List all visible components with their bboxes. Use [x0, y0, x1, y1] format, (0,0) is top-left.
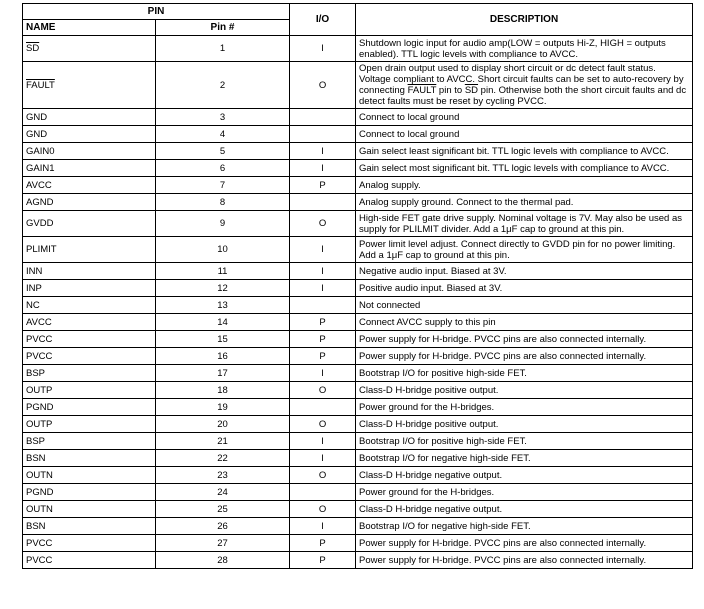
table-row: [23, 211, 693, 237]
pin-name-cell: $\overline{SD}$: [23, 36, 156, 62]
pin-number-cell: 3: [156, 109, 290, 126]
pin-name-cell: GAIN1: [23, 160, 156, 177]
pin-number-cell: 22: [156, 450, 290, 467]
table-row: [23, 237, 693, 263]
pin-number-cell: 18: [156, 382, 290, 399]
pin-name-cell: BSP: [23, 365, 156, 382]
pin-number-cell: 20: [156, 416, 290, 433]
pin-io-cell: [290, 484, 356, 501]
pin-name-cell: BSN: [23, 450, 156, 467]
table-row: [23, 433, 693, 450]
pin-name-cell: PVCC: [23, 552, 156, 569]
pin-io-cell: I: [290, 365, 356, 382]
pin-name-cell: GND: [23, 109, 156, 126]
pin-number-cell: 23: [156, 467, 290, 484]
pin-name-cell: BSP: [23, 433, 156, 450]
pin-description-cell: Power ground for the H-bridges.: [356, 399, 693, 416]
pin-number-cell: 4: [156, 126, 290, 143]
pin-description-cell: Shutdown logic input for audio amp(LOW = outputs Hi-Z, HIGH = outputs enabled). TTL logic levels with compliance to AVCC.: [356, 36, 693, 62]
pin-description-table: [22, 3, 693, 569]
pin-io-cell: O: [290, 382, 356, 399]
pin-description-cell: Bootstrap I/O for positive high-side FET.: [356, 365, 693, 382]
pin-number-cell: 16: [156, 348, 290, 365]
pin-description-cell: Positive audio input. Biased at 3V.: [356, 280, 693, 297]
pin-description-cell: Bootstrap I/O for negative high-side FET.: [356, 518, 693, 535]
pin-group-header: PIN: [23, 4, 290, 20]
pin-name-cell: OUTP: [23, 382, 156, 399]
pin-description-cell: Bootstrap I/O for negative high-side FET.: [356, 450, 693, 467]
pin-io-cell: [290, 194, 356, 211]
pin-description-cell: Connect AVCC supply to this pin: [356, 314, 693, 331]
description-text: pin to: [436, 85, 465, 96]
pin-description-cell: Power ground for the H-bridges.: [356, 484, 693, 501]
pin-number-cell: 7: [156, 177, 290, 194]
pin-name-cell: GAIN0: [23, 143, 156, 160]
table-row: [23, 194, 693, 211]
pin-number-cell: 10: [156, 237, 290, 263]
pin-io-cell: P: [290, 535, 356, 552]
pin-name-cell: PGND: [23, 399, 156, 416]
pin-io-cell: O: [290, 416, 356, 433]
table-row: [23, 126, 693, 143]
pin-io-cell: [290, 297, 356, 314]
pin-number-cell: 13: [156, 297, 290, 314]
pin-description-cell: Class-D H-bridge positive output.: [356, 382, 693, 399]
table-row: [23, 109, 693, 126]
pin-name-cell: INP: [23, 280, 156, 297]
table-row: [23, 143, 693, 160]
table-row: [23, 382, 693, 399]
pin-name-cell: OUTN: [23, 467, 156, 484]
pin-name-cell: PVCC: [23, 535, 156, 552]
table-row: [23, 416, 693, 433]
pin-description-cell: Class-D H-bridge positive output.: [356, 416, 693, 433]
pin-io-cell: P: [290, 552, 356, 569]
pin-description-cell: Analog supply.: [356, 177, 693, 194]
overlined-signal-name: FAULT: [407, 85, 437, 96]
description-text: Open drain output used to display short circuit or dc detect fault status. Voltage compliant to AVCC. Short circuit faults can be set to auto-recovery by connecting: [359, 63, 684, 96]
pin-number-cell: 15: [156, 331, 290, 348]
pin-name-cell: INN: [23, 263, 156, 280]
pin-name-cell: PLIMIT: [23, 237, 156, 263]
table-row: [23, 348, 693, 365]
pin-number-cell: 17: [156, 365, 290, 382]
pin-io-cell: I: [290, 433, 356, 450]
pin-description-cell: Power supply for H-bridge. PVCC pins are also connected internally.: [356, 535, 693, 552]
pin-io-cell: P: [290, 348, 356, 365]
pin-io-cell: O: [290, 211, 356, 237]
table-row: [23, 331, 693, 348]
pin-number-header: Pin #: [156, 20, 290, 36]
pin-number-cell: 9: [156, 211, 290, 237]
pin-io-cell: [290, 126, 356, 143]
pin-io-cell: P: [290, 314, 356, 331]
pin-io-cell: I: [290, 237, 356, 263]
pin-description-cell: Analog supply ground. Connect to the thermal pad.: [356, 194, 693, 211]
pin-name-cell: OUTP: [23, 416, 156, 433]
pin-name-cell: BSN: [23, 518, 156, 535]
pin-number-cell: 1: [156, 36, 290, 62]
pin-io-cell: O: [290, 62, 356, 109]
io-header: I/O: [290, 4, 356, 36]
table-body: [23, 4, 693, 569]
pin-number-cell: 8: [156, 194, 290, 211]
pin-number-cell: 27: [156, 535, 290, 552]
pin-io-cell: [290, 109, 356, 126]
pin-number-cell: 12: [156, 280, 290, 297]
table-row: [23, 263, 693, 280]
pin-name-cell: PGND: [23, 484, 156, 501]
pin-name-cell: FAULT: [23, 62, 156, 109]
pin-description-cell: Class-D H-bridge negative output.: [356, 501, 693, 518]
pin-number-cell: 6: [156, 160, 290, 177]
pin-io-cell: O: [290, 501, 356, 518]
table-row: [23, 450, 693, 467]
pin-number-cell: 11: [156, 263, 290, 280]
table-row: [23, 177, 693, 194]
pin-name-cell: OUTN: [23, 501, 156, 518]
pin-io-cell: I: [290, 36, 356, 62]
table-row: [23, 365, 693, 382]
table-row: [23, 280, 693, 297]
pin-description-cell: Class-D H-bridge negative output.: [356, 467, 693, 484]
table-row: [23, 552, 693, 569]
pin-name-cell: AGND: [23, 194, 156, 211]
pin-io-cell: P: [290, 331, 356, 348]
pin-description-cell: Connect to local ground: [356, 109, 693, 126]
pin-name-cell: GVDD: [23, 211, 156, 237]
pin-name-cell: PVCC: [23, 331, 156, 348]
pin-name-cell: GND: [23, 126, 156, 143]
table-row: [23, 160, 693, 177]
table-row: [23, 535, 693, 552]
name-header: NAME: [23, 20, 156, 36]
table-row: [23, 314, 693, 331]
pin-number-cell: 2: [156, 62, 290, 109]
table-row: [23, 518, 693, 535]
pin-description-cell: Connect to local ground: [356, 126, 693, 143]
pin-io-cell: I: [290, 263, 356, 280]
pin-description-cell: Not connected: [356, 297, 693, 314]
table-row: [23, 501, 693, 518]
header-row-1: [23, 4, 693, 20]
pin-number-cell: 25: [156, 501, 290, 518]
pin-description-cell: Bootstrap I/O for positive high-side FET.: [356, 433, 693, 450]
pin-name-cell: NC: [23, 297, 156, 314]
pin-name-cell: AVCC: [23, 314, 156, 331]
pin-io-cell: I: [290, 160, 356, 177]
table-row: [23, 399, 693, 416]
pin-io-cell: [290, 399, 356, 416]
table-row: [23, 484, 693, 501]
pin-number-cell: 26: [156, 518, 290, 535]
table-row: [23, 62, 693, 109]
pin-io-cell: O: [290, 467, 356, 484]
pin-number-cell: 21: [156, 433, 290, 450]
pin-number-cell: 24: [156, 484, 290, 501]
pin-io-cell: I: [290, 143, 356, 160]
table-row: [23, 467, 693, 484]
overlined-signal-name: $\overline{SD}$: [464, 85, 479, 96]
description-header: DESCRIPTION: [356, 4, 693, 36]
pin-description-cell: Power limit level adjust. Connect directly to GVDD pin for no power limiting. Add a 1μF cap to ground at this pin.: [356, 237, 693, 263]
pin-description-cell: High-side FET gate drive supply. Nominal voltage is 7V. May also be used as supply for PLILMIT divider. Add a 1μF cap to ground at this pin.: [356, 211, 693, 237]
table-row: [23, 36, 693, 62]
table-row: [23, 297, 693, 314]
pin-number-cell: 28: [156, 552, 290, 569]
pin-name-cell: PVCC: [23, 348, 156, 365]
pin-description-cell: Negative audio input. Biased at 3V.: [356, 263, 693, 280]
pin-description-cell: Power supply for H-bridge. PVCC pins are also connected internally.: [356, 348, 693, 365]
pin-number-cell: 19: [156, 399, 290, 416]
pin-description-cell: Gain select least significant bit. TTL logic levels with compliance to AVCC.: [356, 143, 693, 160]
pin-io-cell: I: [290, 450, 356, 467]
pin-number-cell: 14: [156, 314, 290, 331]
pin-io-cell: P: [290, 177, 356, 194]
pin-description-cell: Power supply for H-bridge. PVCC pins are also connected internally.: [356, 552, 693, 569]
pin-description-cell: Gain select most significant bit. TTL logic levels with compliance to AVCC.: [356, 160, 693, 177]
pin-description-cell: [356, 62, 693, 109]
pin-io-cell: I: [290, 280, 356, 297]
pin-number-cell: 5: [156, 143, 290, 160]
pin-description-cell: Power supply for H-bridge. PVCC pins are also connected internally.: [356, 331, 693, 348]
pin-name-cell: AVCC: [23, 177, 156, 194]
description-text: pin. Otherwise both the short circuit faults and dc detect faults must be reset by cycling PVCC.: [359, 85, 687, 107]
pin-io-cell: I: [290, 518, 356, 535]
